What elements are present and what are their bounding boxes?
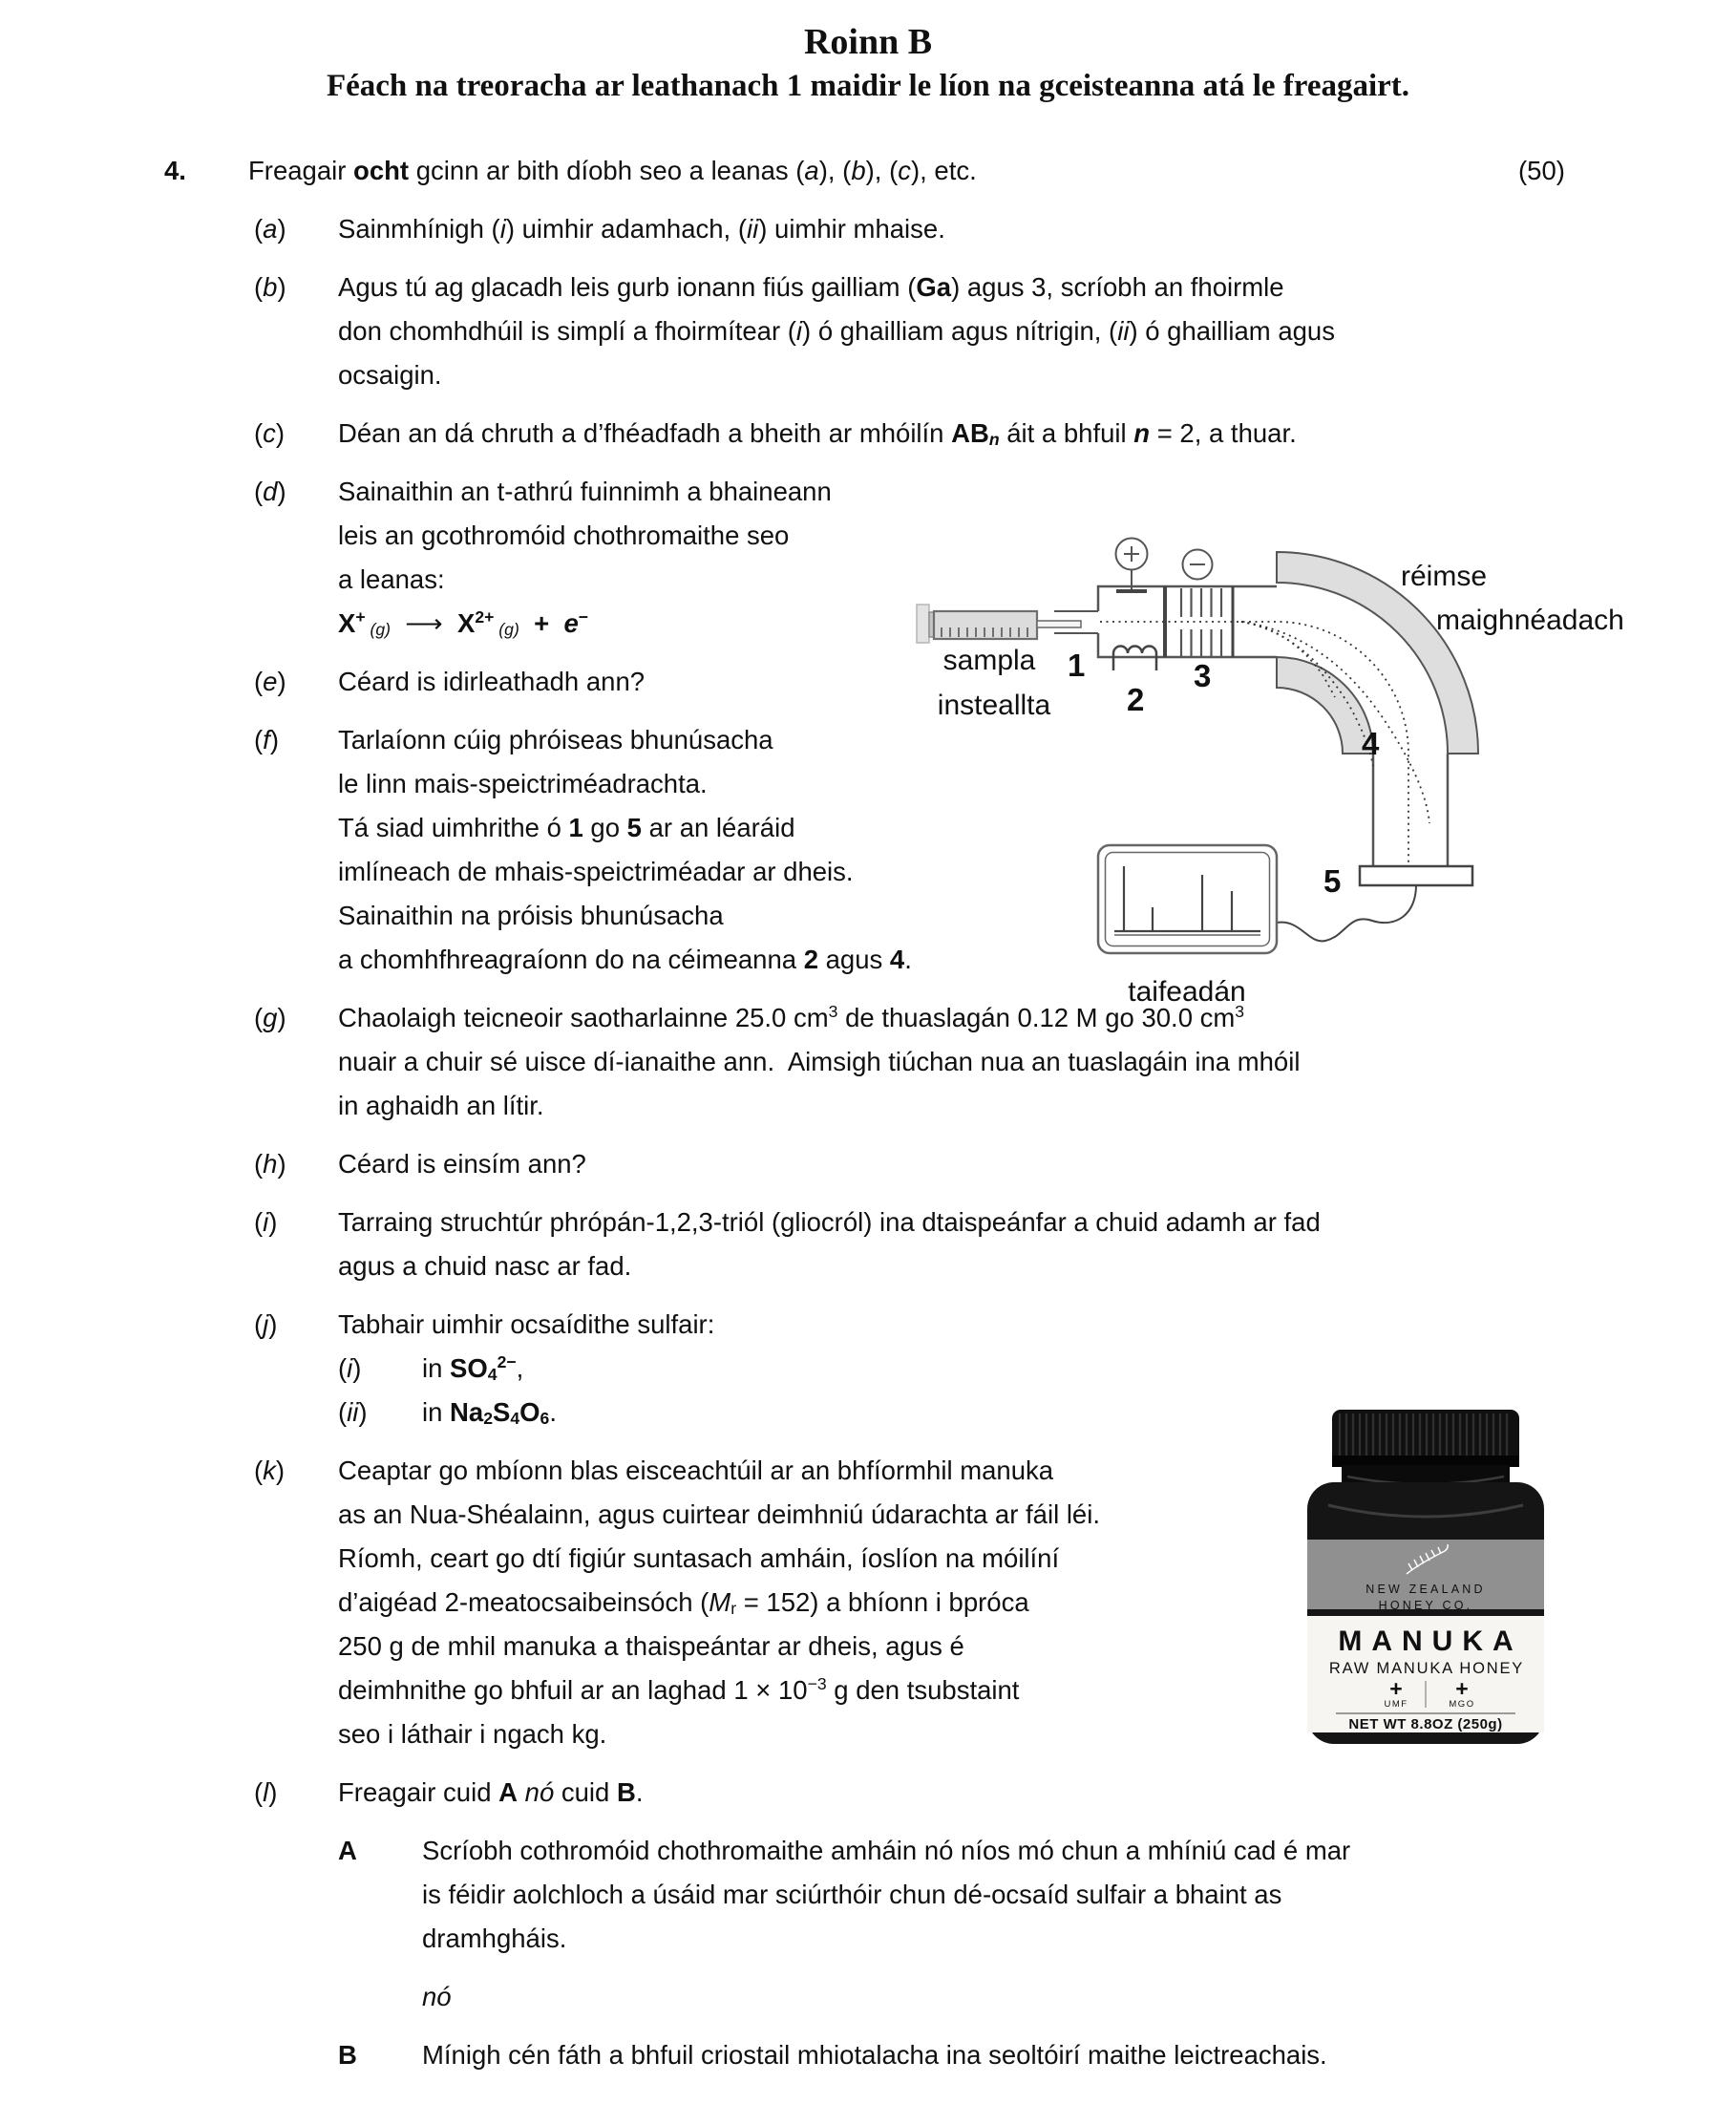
text-segment: (g): [365, 620, 392, 640]
text-segment: c: [263, 418, 276, 448]
jar-product-name: MANUKA: [1338, 1626, 1523, 1657]
part-label-f: (f): [254, 725, 279, 754]
text-segment: 3: [828, 1002, 838, 1022]
text-segment: 4: [510, 1409, 520, 1429]
part-row-h: [254, 1142, 1736, 1186]
part-k-line: 250 g de mhil manuka a thaispeántar ar dheis, agus é: [338, 1631, 964, 1661]
minus-terminal-icon: [1183, 550, 1213, 580]
part-f-line: imlíneach de mhais-speictriméadar ar dheis.: [338, 857, 854, 886]
text-segment: j: [263, 1309, 269, 1339]
diagram-step-2: 2: [1127, 682, 1145, 717]
text-segment: i: [795, 316, 803, 346]
section-title: Roinn B: [803, 22, 933, 62]
text-segment: 2: [483, 1409, 493, 1429]
subpart-line: Scríobh cothromóid chothromaithe amháin nó níos mó chun a mhíniú cad é mar: [422, 1836, 1351, 1865]
part-f-line: Tá siad uimhrithe ó 1 go 5 ar an léaráid: [338, 813, 795, 842]
flight-tube-walls: [1373, 754, 1448, 866]
diagram-step-1: 1: [1068, 648, 1086, 683]
text-segment: AB: [951, 418, 989, 448]
part-row-l: [254, 1771, 1736, 2077]
part-k-line: Ríomh, ceart go dtí figiúr suntasach amháin, íoslíon na móilíní: [338, 1543, 1060, 1573]
part-label-a: (a): [254, 214, 286, 244]
part-k-line: Ceaptar go mbíonn blas eisceachtúil ar an bhfíormhil manuka: [338, 1456, 1054, 1485]
diagram-label-field-line2: maighnéadach: [1436, 605, 1624, 636]
text-segment: nó: [422, 1982, 452, 2011]
part-row-i: [254, 1201, 1736, 1288]
mass-spectrometer-diagram: [879, 511, 1681, 1031]
magnet-inner-band: [1277, 657, 1373, 754]
text-segment: 4: [889, 945, 905, 974]
part-label-d: (d): [254, 477, 286, 506]
text-segment: b: [851, 156, 866, 185]
diagram-step-5: 5: [1323, 863, 1342, 899]
subpart-body: [422, 1975, 1736, 2019]
part-k-line: d’aigéad 2-meatocsaibeinsóch $(M_r = 152)$ a bhíonn i bpróca: [338, 1587, 1029, 1619]
text-segment: A: [498, 1777, 519, 1807]
parts-list: [254, 207, 1736, 2077]
part-h-line: Céard is einsím ann?: [338, 1149, 586, 1179]
question-intro: Freagair ocht gcinn ar bith díobh seo a leanas (a), (b), (c), etc.: [248, 156, 977, 185]
part-d-line: leis an gcothromóid chothromaithe seo: [338, 521, 790, 550]
part-g-line: in aghaidh an lítir.: [338, 1091, 544, 1120]
jar-net-weight: NET WT 8.8OZ (250g): [1348, 1716, 1503, 1732]
text-segment: e: [263, 667, 278, 696]
mgo-label: MGO: [1449, 1699, 1475, 1710]
part-label-e: (e): [254, 667, 286, 696]
text-segment: i: [263, 1207, 269, 1237]
subpart-label: [338, 1975, 422, 2019]
part-label-k: (k): [254, 1456, 286, 1485]
jar-brand-line1: NEW ZEALAND: [1366, 1583, 1486, 1596]
text-segment: 2−: [497, 1352, 517, 1372]
text-segment: X: [457, 608, 476, 638]
text-segment: +: [355, 607, 366, 627]
jar-product-subtitle: RAW MANUKA HONEY: [1328, 1660, 1525, 1677]
mgo-plus-icon: +: [1455, 1676, 1469, 1701]
text-segment: O: [519, 1397, 540, 1427]
text-segment: 1: [568, 813, 583, 842]
question-number: 4.: [164, 156, 186, 185]
part-e-line: Céard is idirleathadh ann?: [338, 667, 646, 696]
syringe-thumb-plate: [917, 605, 929, 643]
part-row-a: [254, 207, 1736, 251]
section-instructions: Féach na treoracha ar leathanach 1 maidir le líon na gceisteanna atá le freagairt.: [326, 69, 1410, 103]
part-label-c: (c): [254, 418, 286, 448]
text-segment: B: [338, 2040, 357, 2070]
text-segment: n: [1133, 418, 1151, 448]
part-body-i: [338, 1201, 1736, 1288]
text-segment: ⟶: [391, 608, 458, 638]
text-segment: n: [988, 430, 1000, 450]
text-segment: −3: [807, 1674, 827, 1694]
text-segment: nó: [524, 1777, 555, 1807]
question-4-header: [164, 149, 1736, 193]
text-segment: a: [263, 214, 278, 244]
part-a-line: Sainmhínigh (i) uimhir adamhach, (ii) uimhir mhaise.: [338, 214, 945, 244]
part-body-a: [338, 207, 1736, 251]
subpart-line: is féidir aolchloch a úsáid mar sciúrthóir chun dé-ocsaíd sulfair a bhaint as: [422, 1880, 1282, 1909]
text-segment: i: [347, 1353, 353, 1383]
part-k-line: seo i láthair i ngach kg.: [338, 1719, 607, 1749]
text-segment: k: [263, 1456, 276, 1485]
part-l-subpart: [338, 1975, 1736, 2019]
part-g-line: nuair a chuir sé uisce dí-ianaithe ann. Aimsigh tiúchan nua an tuaslagáin ina mhóil: [338, 1047, 1301, 1076]
text-segment: ii: [1117, 316, 1130, 346]
part-i-line: agus a chuid nasc ar fad.: [338, 1251, 632, 1281]
part-j-subpart: [338, 1347, 1736, 1391]
subpart-line: in $SO_4^{2-}$,: [422, 1352, 524, 1385]
text-segment: −: [578, 607, 589, 627]
text-segment: l: [263, 1777, 269, 1807]
part-c-line: Déan an dá chruth a d’fhéadfadh a bheith ar mhóilín $AB_n$ áit a bhfuil n = 2, a thuar.: [338, 418, 1297, 450]
text-segment: g: [263, 1003, 278, 1032]
part-label-l: (l): [254, 1777, 278, 1807]
part-body-h: [338, 1142, 1736, 1186]
text-segment: e: [563, 608, 579, 638]
plus-terminal-icon: [1116, 539, 1148, 592]
subpart-body: [422, 1347, 1736, 1391]
text-segment: SO: [450, 1353, 488, 1383]
text-segment: c: [898, 156, 911, 185]
part-j-line: Tabhair uimhir ocsaídithe sulfair:: [338, 1309, 715, 1339]
part-label-j: (j): [254, 1309, 278, 1339]
text-segment: 2: [803, 945, 818, 974]
text-segment: 2+: [475, 607, 495, 627]
diagram-label-sample-line2: insteallta: [937, 690, 1051, 721]
part-d-line: Sainaithin an t-athrú fuinnimh a bhaineann: [338, 477, 832, 506]
jar-cap: [1332, 1410, 1519, 1488]
text-segment: (g): [494, 620, 519, 640]
part-g-line: Chaolaigh teicneoir saotharlainne 25.0 $cm^3$ de thuaslagán 0.12 M go 30.0 $cm^3$: [338, 1002, 1245, 1032]
subpart-label: (ii): [338, 1397, 368, 1427]
text-segment: b: [263, 272, 278, 302]
part-body-b: [338, 266, 1736, 397]
detector-plate: [1360, 866, 1472, 885]
part-f-line: le linn mais-speictriméadrachta.: [338, 769, 708, 798]
part-label-g: (g): [254, 1003, 286, 1032]
text-segment: r: [730, 1599, 737, 1619]
text-segment: X: [338, 608, 356, 638]
part-b-line: don chomhdhúil is simplí a fhoirmítear (i) ó ghailliam agus nítrigin, (ii) ó ghailliam agus: [338, 316, 1335, 346]
text-segment: M: [709, 1587, 731, 1617]
text-segment: 5: [626, 813, 642, 842]
part-label-i: (i): [254, 1207, 278, 1237]
part-i-line: Tarraing struchtúr phrópán-1,2,3-triól (gliocról) ina dtaispeánfar a chuid adamh ar fad: [338, 1207, 1321, 1237]
text-segment: 4: [487, 1365, 498, 1385]
diagram-step-4: 4: [1362, 726, 1380, 761]
subpart-label: [338, 1829, 422, 1961]
jar-brand-line2: HONEY CO.: [1378, 1599, 1473, 1612]
text-segment: h: [263, 1149, 278, 1179]
part-b-line: Agus tú ag glacadh leis gurb ionann fiús gailliam (Ga) agus 3, scríobh an fhoirmle: [338, 272, 1284, 302]
subpart-line: in $Na_2S_4O_6$.: [422, 1397, 557, 1429]
text-segment: a: [804, 156, 819, 185]
text-segment: A: [338, 1836, 357, 1865]
subpart-body: [422, 1829, 1736, 1961]
recorder-box: [1098, 845, 1277, 953]
part-f-line: Tarlaíonn cúig phróiseas bhunúsacha: [338, 725, 773, 754]
signal-wire: [1277, 885, 1416, 941]
part-b-line: ocsaigin.: [338, 360, 442, 390]
subpart-label: (i): [338, 1353, 362, 1383]
text-segment: 3: [1235, 1002, 1245, 1022]
part-k-line: deimhnithe go bhfuil ar an laghad $1 \times 10^{-3}$ g den tsubstaint: [338, 1674, 1020, 1705]
subpart-line: [422, 1975, 1736, 2019]
umf-label: UMF: [1384, 1699, 1408, 1710]
subpart-line: dramhgháis.: [422, 1923, 567, 1953]
part-body-c: [338, 412, 1736, 456]
part-l-subpart: [338, 1829, 1736, 1961]
part-d-line: a leanas:: [338, 564, 445, 594]
text-segment: ii: [347, 1397, 359, 1427]
part-label-b: (b): [254, 272, 286, 302]
diagram-label-sample-line1: sampla: [942, 645, 1036, 676]
diagram-step-3: 3: [1194, 658, 1212, 693]
diagram-label-field-line1: réimse: [1401, 561, 1488, 592]
subpart-line: Mínigh cén fáth a bhfuil criostail mhiotalacha ina seoltóirí maithe leictreachais.: [422, 2040, 1327, 2070]
part-row-c: [254, 412, 1736, 456]
question-marks: (50): [1518, 156, 1565, 185]
text-segment: B: [616, 1777, 636, 1807]
part-f-line: a chomhfhreagraíonn do na céimeanna 2 agus 4.: [338, 945, 912, 974]
text-segment: Ga: [916, 272, 952, 302]
part-k-line: as an Nua-Shéalainn, agus cuirtear deimhniú údarachta ar fáil léi.: [338, 1499, 1100, 1529]
subpart-label: [338, 2033, 422, 2077]
part-label-h: (h): [254, 1149, 286, 1179]
part-f-line: Sainaithin na próisis bhunúsacha: [338, 901, 724, 930]
text-segment: f: [263, 725, 270, 754]
honey-jar-image: [1303, 1410, 1548, 1744]
syringe-needle: [1037, 621, 1081, 627]
text-segment: +: [519, 608, 564, 638]
text-segment: i: [499, 214, 506, 244]
diagram-label-recorder: taifeadán: [1128, 976, 1246, 1008]
subpart-body: [422, 2033, 1736, 2077]
umf-plus-icon: +: [1389, 1676, 1403, 1701]
part-body-l: [338, 1771, 1736, 2077]
text-segment: ii: [747, 214, 759, 244]
part-l-subpart: [338, 2033, 1736, 2077]
text-segment: d: [263, 477, 278, 506]
part-l-line: Freagair cuid A nó cuid B.: [338, 1777, 644, 1807]
part-row-b: [254, 266, 1736, 397]
text-segment: S: [493, 1397, 511, 1427]
text-segment: ocht: [353, 156, 410, 185]
text-segment: Na: [450, 1397, 484, 1427]
text-segment: 6: [540, 1409, 550, 1429]
